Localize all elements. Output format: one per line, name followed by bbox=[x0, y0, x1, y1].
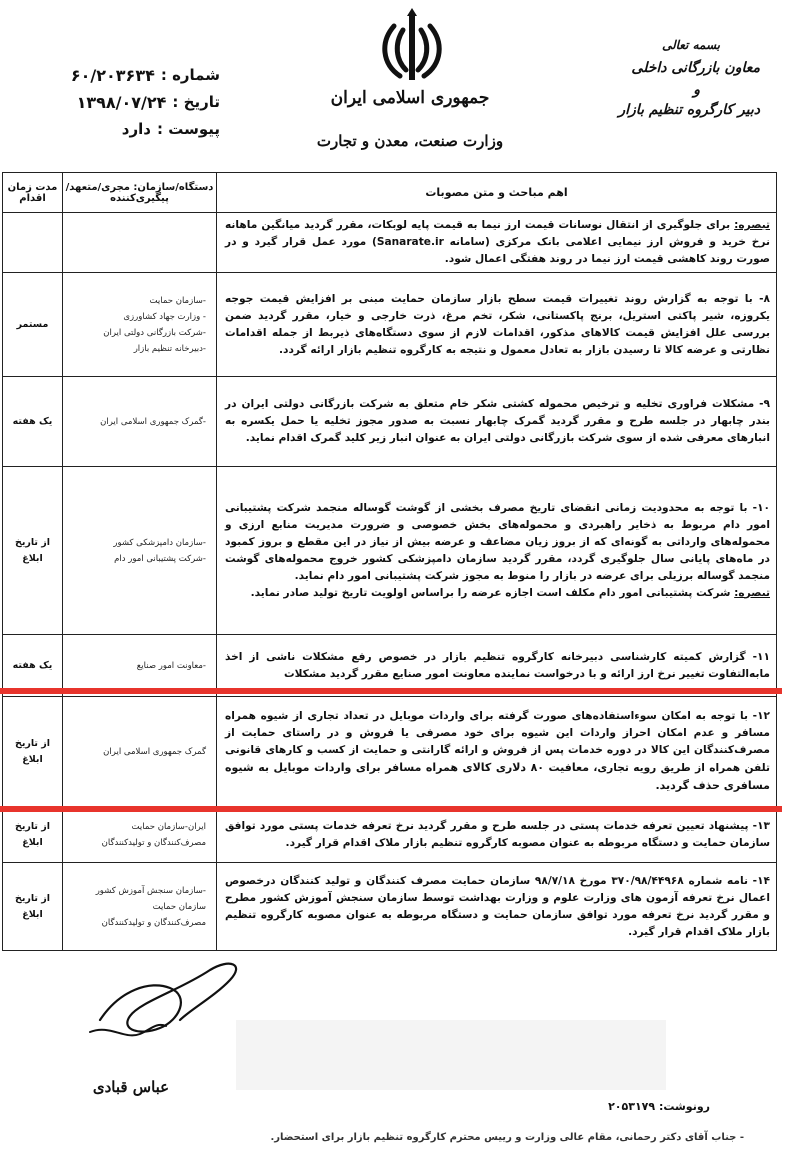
cc-header bbox=[608, 1100, 710, 1113]
row-label: ۱۴- bbox=[752, 874, 771, 887]
row-org bbox=[63, 807, 217, 863]
row-time: از تاریخ ابلاغ bbox=[3, 697, 63, 807]
org-line: -سازمان سنجش آموزش کشور bbox=[95, 885, 206, 896]
addressee-line-3: دبیر کارگروه تنظیم بازار bbox=[618, 102, 760, 118]
row-time bbox=[3, 213, 63, 273]
header-org-column: دستگاه/سازمان: مجری/متعهد/پیگیری‌کننده bbox=[63, 173, 217, 213]
row-label: ۱۳- bbox=[752, 819, 770, 832]
row-org bbox=[63, 467, 217, 635]
addressee-line-1: معاون بازرگانی داخلی bbox=[631, 60, 760, 76]
row-org bbox=[63, 273, 217, 377]
cc-recipient: - جناب آقای دکتر رحمانی، مقام عالی وزارت و رییس محترم کارگروه تنظیم بازار برای استحضار. bbox=[270, 1132, 744, 1143]
date-label: تاریخ : bbox=[172, 93, 220, 111]
row-body: با توجه به گزارش روند تغییرات قیمت سطح بازار سازمان حمایت مبنی بر افزایش قیمت جوجه یکروزه، شیر پاکتی استریل، برنج پاکستانی، شکر، تخم مرغ، ذرت خارجی و خیار، مقرر گردید ضمن بررسی علل افزایش قیمت کالاهای مذکور، اقدامات لازم از سوی دستگاه‌های ذیربط از جمله اقدامات نظارتی و عرضه کالا تا رسیدن بازار به تعادل معمول و نتیجه به کارگروه تنظیم بازار ارائه گردد. bbox=[225, 292, 770, 356]
row-text bbox=[217, 697, 777, 807]
table-row bbox=[3, 213, 777, 273]
bism-text: بسمه تعالی bbox=[661, 38, 720, 52]
row-org bbox=[63, 863, 217, 951]
row-label: ۱۰- bbox=[752, 501, 770, 514]
row-time: یک هفته bbox=[3, 635, 63, 697]
row-text bbox=[217, 467, 777, 635]
org-line: مصرف‌کنندگان و تولیدکنندگان bbox=[101, 837, 206, 848]
table-row bbox=[3, 377, 777, 467]
row-time: از تاریخ ابلاغ bbox=[3, 863, 63, 951]
row-body: با توجه به امکان سوءاستفاده‌های صورت گرفته برای واردات موبایل در تعداد تجاری از شیوه همراه مسافر و عدم امکان احراز واردات این شیوه برای خود مصرفی یا فروش و در راستای حمایت از مصرف‌کنندگان این کالا در دوره خدمات پس از فروش و ارائه گارانتی و حمایت از کسب و کارهای قانونی تلفن همراه از طریق رویه تجاری، bbox=[225, 710, 770, 774]
letter-date-row bbox=[20, 93, 220, 112]
row-body: پیشنهاد تعیین تعرفه خدمات پستی در جلسه طرح و مقرر گردید نرخ تعرفه خدمات پستی مورد توافق سازمان حمایت و دستگاه مربوطه به عنوان مصوبه کارگروه تنظیم بازار ملاک اقدام قرار گیرد. bbox=[225, 819, 770, 849]
row-org bbox=[63, 377, 217, 467]
cc-label: رونوشت: bbox=[658, 1100, 710, 1113]
note-body: شرکت پشتیبانی امور دام مکلف است اجازه عرضه را براساس اولویت تاریخ تولید صادر نماید. bbox=[250, 586, 731, 599]
signature-image bbox=[80, 950, 250, 1060]
date-value: ۱۳۹۸/۰۷/۲۴ bbox=[76, 93, 167, 112]
row-text bbox=[217, 213, 777, 273]
redacted-area bbox=[236, 1020, 666, 1090]
header-text-column: اهم مباحث و متن مصوبات bbox=[217, 173, 777, 213]
letter-number-row bbox=[20, 66, 220, 85]
table-header-row bbox=[3, 173, 777, 213]
row-body: با توجه به محدودیت زمانی انقضای تاریخ مصرف بخشی از گوشت گوساله منجمد شرکت پشتیبانی امور دام مربوط به ذخایر راهبردی و محموله‌های بخش خصوصی و ضرورت مدیریت منابع ارزی و محموله‌های وارداتی به گونه‌ای که از بروز زیان مضاعف و عرضه بیش از نیاز در این مقطع و بروز کمبود در ماه‌های پایانی سال جلوگیری گردد، مقرر گردید سازمان دامپزشکی کشور خروج محموله‌های گوشت منجمد گوساله برزیلی برای عرضه در بازار را منوط به مجوز شرکت پشتیبانی امور دام نماید. bbox=[225, 501, 770, 582]
number-value: ۶۰/۲۰۳۶۳۴ bbox=[70, 66, 155, 85]
org-line: -شرکت پشتیبانی امور دام bbox=[114, 553, 206, 564]
ministry-name: وزارت صنعت، معدن و تجارت bbox=[316, 132, 504, 150]
addressee-line-2: و bbox=[693, 82, 700, 98]
row-text bbox=[217, 377, 777, 467]
attachment-value: دارد bbox=[121, 120, 151, 138]
row-org bbox=[63, 213, 217, 273]
org-line: ایران-سازمان حمایت bbox=[131, 821, 206, 832]
row-time: یک هفته bbox=[3, 377, 63, 467]
row-label: ۹- bbox=[759, 398, 770, 410]
row-org bbox=[63, 697, 217, 807]
row-label: ۱۱- bbox=[752, 650, 770, 663]
highlight-line-top bbox=[0, 688, 782, 694]
row-label: ۱۲- bbox=[752, 710, 770, 722]
org-line: -سازمان دامپزشکی کشور bbox=[113, 537, 206, 548]
row-time: از تاریخ ابلاغ bbox=[3, 807, 63, 863]
org-line: مصرف‌کنندگان و تولیدکنندگان bbox=[101, 917, 206, 928]
row-text bbox=[217, 807, 777, 863]
attachment-row bbox=[20, 120, 220, 138]
row-time: مستمر bbox=[3, 273, 63, 377]
row-time: از تاریخ ابلاغ bbox=[3, 467, 63, 635]
number-label: شماره : bbox=[160, 66, 220, 84]
table-row bbox=[3, 467, 777, 635]
cc-number: ۲۰۵۳۱۷۹ bbox=[608, 1100, 656, 1113]
row-label: تبصره: bbox=[734, 219, 770, 231]
org-line: سازمان حمایت bbox=[152, 901, 206, 912]
signer-name: عباس قبادی bbox=[92, 1078, 170, 1096]
org-line: -گمرک جمهوری اسلامی ایران bbox=[100, 416, 206, 427]
row-body: مشکلات فراوری تخلیه و ترخیص محموله کشتی شکر خام متعلق به شرکت بازرگانی دولتی ایران در بندر چابهار در جلسه طرح و مقرر گردید گمرک چابهار نسبت به صدور مجوز تخلیه یا حمل یکسره به انبارهای معرفی شده از سوی شرکت بازرگانی دولتی ایران به عنوان انبار زیر کلید گمرک اقدام نماید. bbox=[225, 398, 770, 444]
country-name: جمهوری اسلامی ایران bbox=[330, 88, 490, 108]
row-highlight-text: معافیت ۸۰ دلاری کالای همراه مسافر برای واردات موبایل به شیوه مسافری حذف گردید. bbox=[225, 761, 770, 792]
row-text bbox=[217, 863, 777, 951]
table-row bbox=[3, 273, 777, 377]
org-line: -دبیرخانه تنظیم بازار bbox=[133, 343, 206, 354]
org-line: -شرکت بازرگانی دولتی ایران bbox=[103, 327, 206, 338]
resolutions-table bbox=[2, 172, 777, 951]
org-line: -معاونت امور صنایع bbox=[136, 660, 206, 671]
org-line: - وزارت جهاد کشاورزی bbox=[123, 311, 206, 322]
org-line: -سازمان حمایت bbox=[149, 295, 206, 306]
note-label: تبصره: bbox=[734, 586, 770, 599]
highlight-line-bottom bbox=[0, 806, 782, 812]
table-row bbox=[3, 697, 777, 807]
attachment-label: پیوست : bbox=[156, 120, 220, 138]
header-time-column: مدت زمان اقدام bbox=[3, 173, 63, 213]
iran-emblem-icon bbox=[372, 6, 452, 86]
row-body: برای جلوگیری از انتقال نوسانات قیمت ارز نیما به قیمت پایه لوبکات، مقرر گردید میانگین ماهانه نرخ خرید و فروش ارز نیمایی اعلامی بانک مرکزی (سامانه Sanarate.ir) مورد عمل قرار گیرد و در صورت روند کاهشی قیمت ارز نیما در روند هفتگی اعمال شود. bbox=[225, 219, 770, 265]
letter-meta bbox=[20, 66, 220, 146]
letterhead bbox=[0, 0, 800, 170]
table-row bbox=[3, 863, 777, 951]
addressee-block bbox=[560, 38, 760, 118]
row-body: گزارش کمیته کارشناسی دبیرخانه کارگروه تنظیم بازار در خصوص رفع مشکلات ناشی از اخذ مابه‌التفاوت تغییر نرخ ارز ارائه و با درخواست نماینده معاونت امور صنایع مقرر گردید مشکلات bbox=[225, 650, 770, 680]
org-line: گمرک جمهوری اسلامی ایران bbox=[103, 746, 206, 757]
row-text bbox=[217, 273, 777, 377]
table-row bbox=[3, 807, 777, 863]
row-body: نامه شماره ۳۷۰/۹۸/۴۴۹۶۸ مورخ ۹۸/۷/۱۸ سازمان حمایت مصرف کنندگان و تولید کنندگان درخصوص اعمال نرخ تعرفه آزمون های وزارت علوم و وزارت بهداشت توسط سازمان سنجش آموزش کشور مطرح و مقرر گردید نرخ تعرفه مورد توافق سازمان حمایت و دستگاه مربوطه به عنوان مصوبه کارگروه تنظیم بازار ملاک اقدام قرار گیرد. bbox=[225, 874, 770, 938]
row-label: ۸- bbox=[759, 292, 770, 305]
